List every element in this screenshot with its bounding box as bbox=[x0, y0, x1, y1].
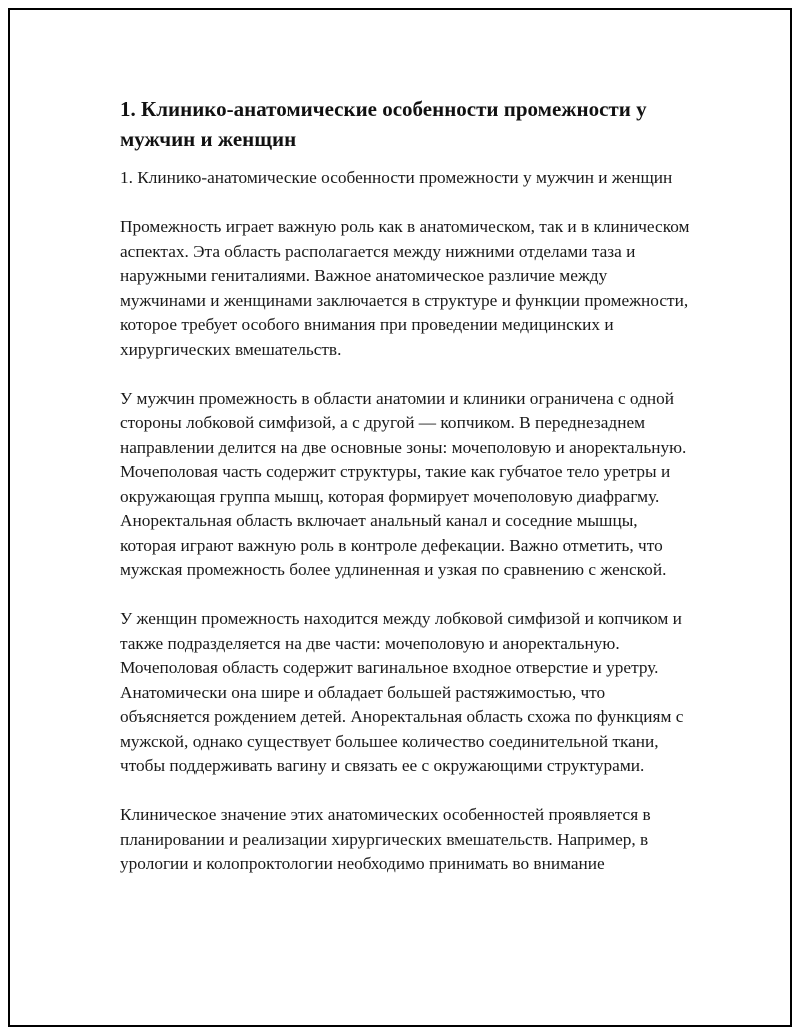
page-title: 1. Клинико-анатомические особенности промежности у мужчин и женщин bbox=[120, 97, 647, 151]
paragraph-clinical-significance: Клиническое значение этих анатомических особенностей проявляется в планировании и реализации хирургических вмешательств. Например, в урологии и колопроктологии необходимо принимать во внимание bbox=[120, 805, 651, 873]
section-subtitle: 1. Клинико-анатомические особенности промежности у мужчин и женщин bbox=[120, 168, 673, 187]
paragraph-male-anatomy: У мужчин промежность в области анатомии и клиники ограничена с одной стороны лобковой симфизой, а с другой — копчиком. В переднезаднем направлении делится на две основные зоны: мочеполовую и аноректальную. Мочеполовая часть содержит структуры, такие как губчатое тело уретры и окружающая группа мышц, которая формирует мочеполовую диафрагму. Аноректальная область включает анальный канал и соседние мышцы, которая играют важную роль в контроле дефекации. Важно отметить, что мужская промежность более удлиненная и узкая по сравнению с женской. bbox=[120, 388, 687, 579]
document-page bbox=[8, 8, 792, 1027]
document-body bbox=[120, 94, 690, 901]
paragraph-female-anatomy: У женщин промежность находится между лобковой симфизой и копчиком и также подразделяется на две части: мочеполовую и аноректальную. Мочеполовая область содержит вагинальное входное отверстие и уретру. Анатомически она шире и обладает большей растяжимостью, что объясняется рождением детей. Аноректальная область схожа по функциям с мужской, однако существует большее количество соединительной ткани, чтобы поддерживать вагину и связать ее с окружающими структурами. bbox=[120, 609, 684, 775]
paragraph-intro: Промежность играет важную роль как в анатомическом, так и в клиническом аспектах. Эта область располагается между нижними отделами таза и наружными гениталиями. Важное анатомическое различие между мужчинами и женщинами заключается в структуре и функции промежности, которое требует особого внимания при проведении медицинских и хирургических вмешательств. bbox=[120, 217, 690, 359]
